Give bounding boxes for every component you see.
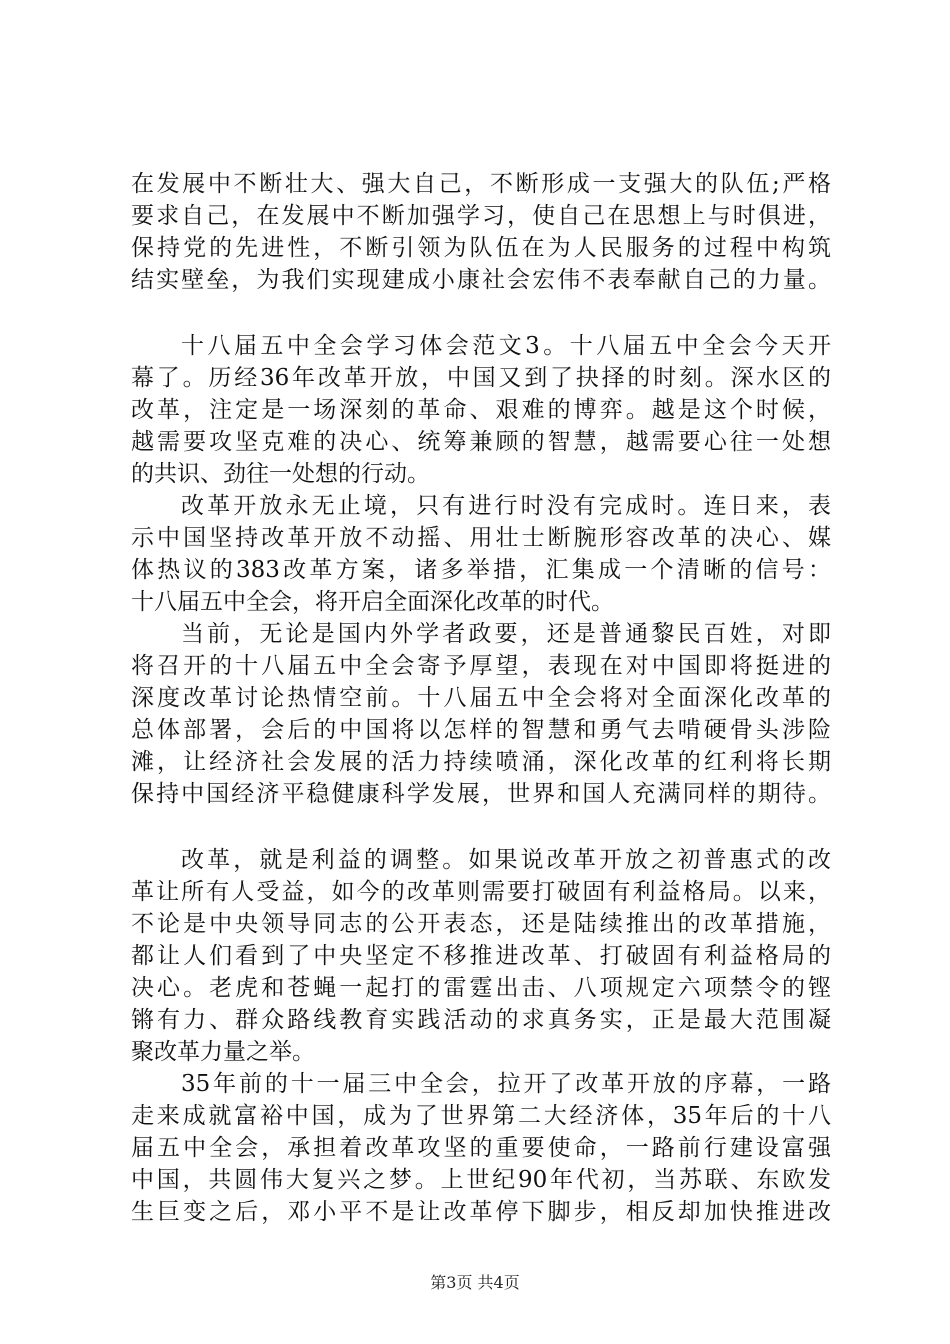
text-line: 体热议的383改革方案，诸多举措，汇集成一个清晰的信号： xyxy=(131,557,831,583)
text-line: 的共识、劲往一处想的行动。 xyxy=(131,461,430,487)
text-line: 在发展中不断壮大、强大自己，不断形成一支强大的队伍;严格 xyxy=(131,171,831,197)
text-line: 结实壁垒，为我们实现建成小康社会宏伟不表奉献自己的力量。 xyxy=(131,267,831,293)
document-body xyxy=(131,168,831,1228)
text-line: 保持中国经济平稳健康科学发展，世界和国人充满同样的期待。 xyxy=(131,781,831,807)
paragraph-gap xyxy=(131,296,831,330)
page-number: 第3页 共4页 xyxy=(430,1273,520,1292)
text-line: 保持党的先进性，不断引领为队伍在为人民服务的过程中构筑 xyxy=(131,235,831,261)
text-line: 改革，注定是一场深刻的革命、艰难的博弈。越是这个时候， xyxy=(131,397,831,423)
text-line: 生巨变之后，邓小平不是让改革停下脚步，相反却加快推进改 xyxy=(131,1199,831,1225)
text-line: 改革开放永无止境，只有进行时没有完成时。连日来，表 xyxy=(181,493,831,519)
text-line: 滩，让经济社会发展的活力持续喷涌，深化改革的红利将长期 xyxy=(131,749,831,775)
text-line: 十八届五中全会，将开启全面深化改革的时代。 xyxy=(131,589,614,615)
text-line: 锵有力、群众路线教育实践活动的求真务实，正是最大范围凝 xyxy=(131,1007,831,1033)
text-line: 越需要攻坚克难的决心、统筹兼顾的智慧，越需要心往一处想 xyxy=(131,429,831,455)
text-line: 决心。老虎和苍蝇一起打的雷霆出击、八项规定六项禁令的铿 xyxy=(131,975,831,1001)
text-line: 十八届五中全会学习体会范文3。十八届五中全会今天开 xyxy=(181,333,831,359)
paragraph xyxy=(131,1068,831,1228)
paragraph xyxy=(131,168,831,296)
text-line: 走来成就富裕中国，成为了世界第二大经济体，35年后的十八 xyxy=(131,1103,831,1129)
text-line: 中国，共圆伟大复兴之梦。上世纪90年代初，当苏联、东欧发 xyxy=(131,1167,831,1193)
text-line: 将召开的十八届五中全会寄予厚望，表现在对中国即将挺进的 xyxy=(131,653,831,679)
text-line: 改革，就是利益的调整。如果说改革开放之初普惠式的改 xyxy=(181,847,831,873)
paragraph xyxy=(131,330,831,490)
text-line: 都让人们看到了中央坚定不移推进改革、打破固有利益格局的 xyxy=(131,943,831,969)
paragraph xyxy=(131,490,831,618)
text-line: 幕了。历经36年改革开放，中国又到了抉择的时刻。深水区的 xyxy=(131,365,831,391)
text-line: 35年前的十一届三中全会，拉开了改革开放的序幕，一路 xyxy=(181,1071,831,1097)
text-line: 当前，无论是国内外学者政要，还是普通黎民百姓，对即 xyxy=(181,621,831,647)
page-footer xyxy=(0,1273,950,1293)
text-line: 不论是中央领导同志的公开表态，还是陆续推出的改革措施， xyxy=(131,911,831,937)
text-line: 革让所有人受益，如今的改革则需要打破固有利益格局。以来， xyxy=(131,879,831,905)
text-line: 总体部署，会后的中国将以怎样的智慧和勇气去啃硬骨头涉险 xyxy=(131,717,831,743)
paragraph xyxy=(131,844,831,1068)
text-line: 深度改革讨论热情空前。十八届五中全会将对全面深化改革的 xyxy=(131,685,831,711)
paragraph-gap xyxy=(131,810,831,844)
text-line: 聚改革力量之举。 xyxy=(131,1039,315,1065)
text-line: 要求自己，在发展中不断加强学习，使自己在思想上与时俱进， xyxy=(131,203,831,229)
text-line: 届五中全会，承担着改革攻坚的重要使命，一路前行建设富强 xyxy=(131,1135,831,1161)
text-line: 示中国坚持改革开放不动摇、用壮士断腕形容改革的决心、媒 xyxy=(131,525,831,551)
paragraph xyxy=(131,618,831,810)
